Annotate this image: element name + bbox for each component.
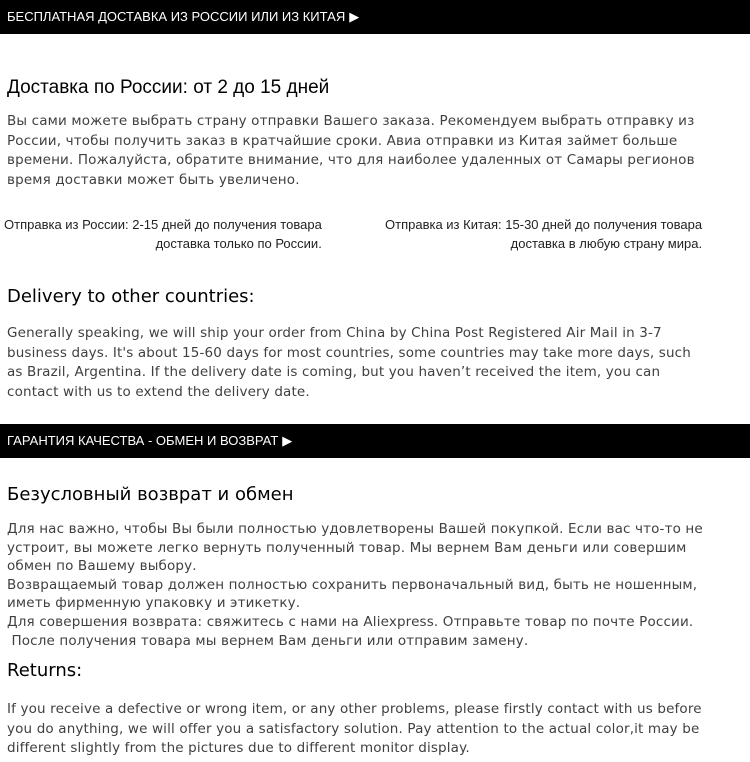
shipping-option-label: Отправка из Китая: [385,217,502,232]
text-line: иметь фирменную упаковку и этикетку. [7,595,301,612]
text-line: business days. It's about 15-60 days for most countries, some countries may take more days, such [7,344,691,361]
shipping-option-label: Отправка из России: [4,217,129,232]
returns-text [7,700,749,759]
text-line: обмен по Вашему выбору. [7,558,197,575]
text-line: contact with us to extend the delivery date. [7,383,310,400]
banner-free-shipping-title: БЕСПЛАТНАЯ ДОСТАВКА ИЗ РОССИИ ИЛИ ИЗ КИТАЯ [7,9,346,24]
text-line: После получения товара мы вернем Вам деньги или отправим замену. [7,632,529,649]
shipping-option-detail: 15-30 дней до получения товара [505,217,703,232]
text-line: Generally speaking, we will ship your order from China by China Post Registered Air Mail in 3-7 [7,325,662,341]
text-line: Возвращаемый товар должен полностью сохранить первоначальный вид, быть не ношенным, [7,576,698,593]
text-line: Вы сами можете выбрать страну отправки Вашего заказа. Рекомендуем выбрать отправку из [7,113,695,129]
exchange-text [7,520,749,650]
banner-free-shipping [0,0,750,34]
banner-quality-title: ГАРАНТИЯ КАЧЕСТВА - ОБМЕН И ВОЗВРАТ [7,433,279,448]
text-line: время доставки может быть увеличено. [7,171,300,188]
text-line: If you receive a defective or wrong item, or any other problems, please firstly contact with us before [7,701,702,717]
other-countries-text [7,324,749,402]
shipping-option-scope: доставка в любую страну мира. [510,236,703,251]
text-line: устроит, вы можете легко вернуть полученный товар. Мы вернем Вам деньги или совершим [7,539,687,556]
text-line: России, чтобы получить заказ в кратчайшие сроки. Авиа отправки из Китая займет больше [7,132,678,149]
russia-delivery-text [7,112,749,190]
text-line: as Brazil, Argentina. If the delivery date is coming, but you haven’t received the item, you can [7,364,661,380]
shipping-option-russia [4,215,322,253]
returns-heading: Returns: [7,660,83,681]
text-line: you do anything, we will offer you a satisfactory solution. Pay attention to the actual color,it may be [7,720,700,737]
text-line: Для совершения возврата: свяжитесь с нами на Aliexpress. Отправьте товар по почте России. [7,613,694,630]
shipping-option-scope: доставка только по России. [155,236,322,251]
text-line: Для нас важно, чтобы Вы были полностью удовлетворены Вашей покупкой. Если вас что-то не [7,521,703,537]
russia-delivery-heading: Доставка по России: от 2 до 15 дней [7,77,330,98]
other-countries-heading: Delivery to other countries: [7,286,255,307]
shipping-option-china [385,215,702,253]
text-line: different slightly from the pictures due to different monitor display. [7,740,470,756]
play-arrow-icon: ▶ [349,9,360,24]
shipping-option-detail: 2-15 дней до получения товара [132,217,322,232]
play-arrow-icon: ▶ [282,433,293,448]
exchange-heading: Безусловный возврат и обмен [7,484,294,505]
text-line: времени. Пожалуйста, обратите внимание, что для наиболее удаленных от Самары регионов [7,152,695,168]
banner-quality-guarantee [0,424,750,458]
